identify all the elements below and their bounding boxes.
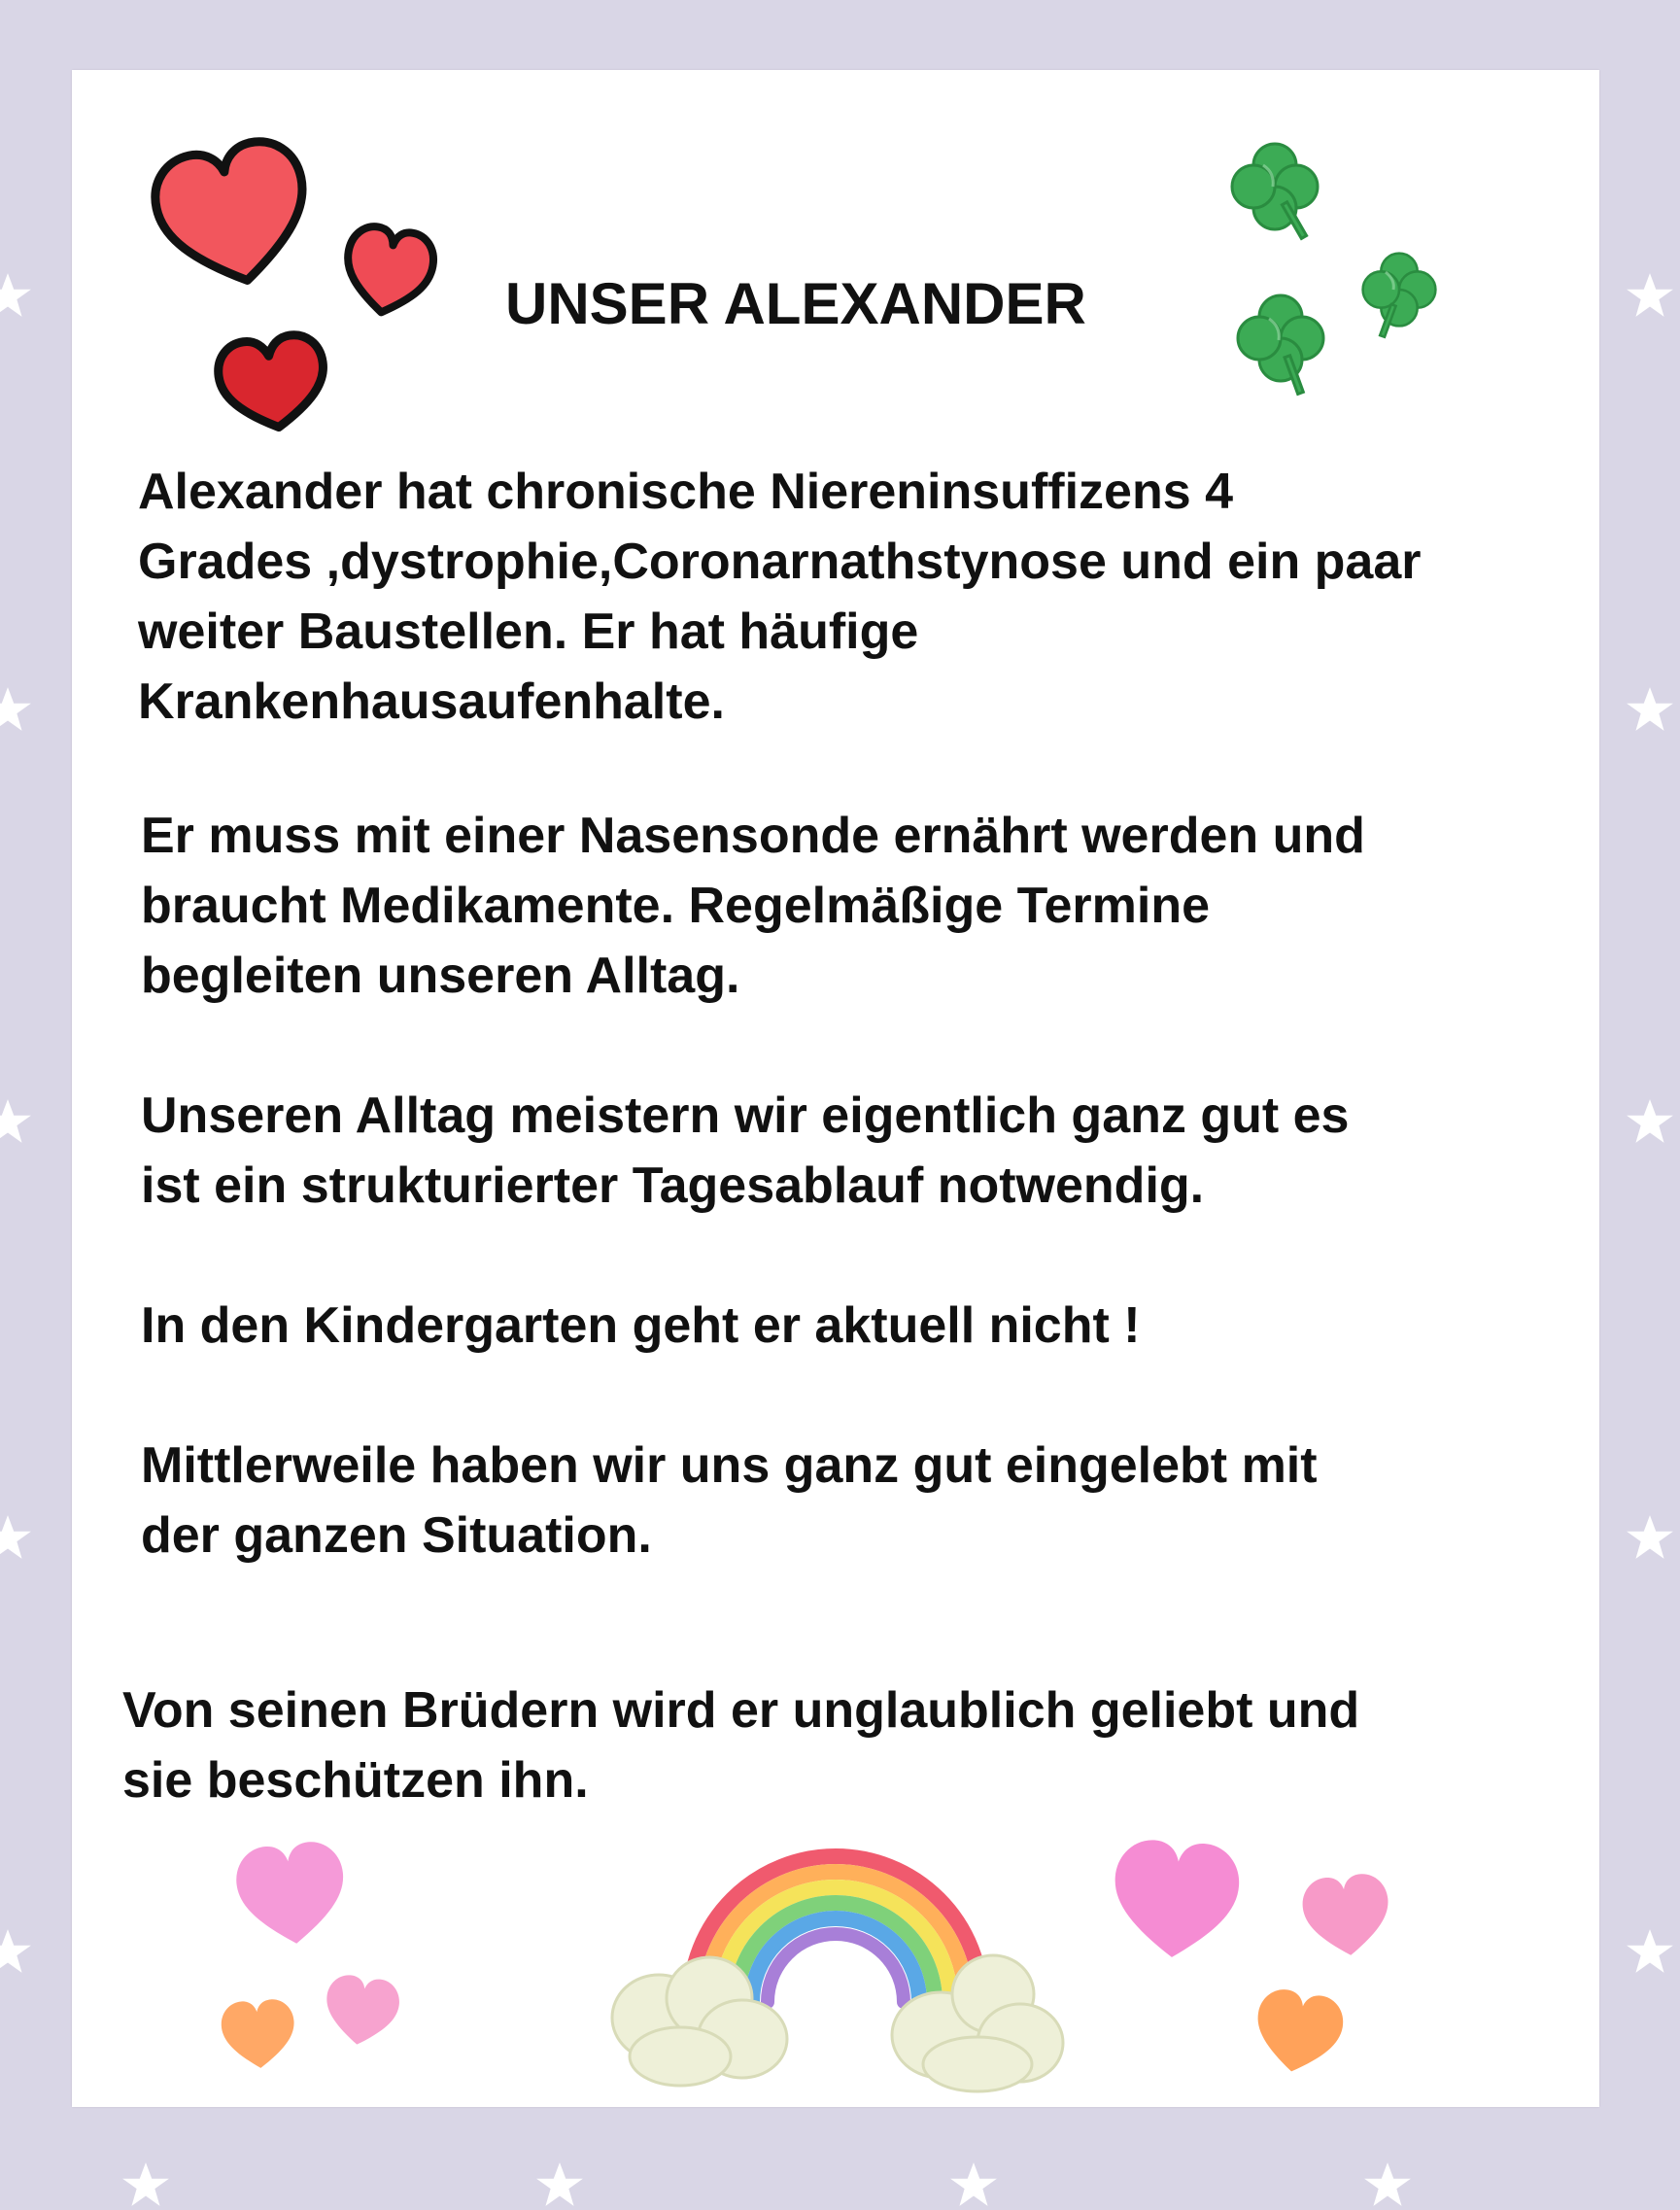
star-icon — [0, 684, 33, 735]
text-line: ist ein strukturierter Tagesablauf notwendig. — [141, 1157, 1205, 1214]
star-icon — [0, 1096, 33, 1147]
green-clovers-icon — [1205, 126, 1467, 408]
star-icon — [1625, 684, 1675, 735]
paragraph-brothers — [122, 1675, 1359, 1815]
paragraph-kindergarten — [141, 1291, 1141, 1361]
text-line: Grades ,dystrophie,Coronarnathstynose und ein paar — [138, 534, 1422, 590]
star-icon — [1625, 1512, 1675, 1563]
text-line: Mittlerweile haben wir uns ganz gut eingelebt mit — [141, 1437, 1318, 1494]
star-icon — [1362, 2159, 1413, 2210]
paragraph-situation — [141, 1431, 1318, 1571]
text-line: begleiten unseren Alltag. — [141, 948, 740, 1004]
red-hearts-icon — [136, 126, 466, 437]
text-line: weiter Baustellen. Er hat häufige — [138, 604, 919, 660]
text-line: braucht Medikamente. Regelmäßige Termine — [141, 878, 1210, 934]
star-icon — [1625, 270, 1675, 321]
paragraph-nutrition — [141, 801, 1365, 1011]
star-icon — [1625, 1926, 1675, 1977]
page-title: UNSER ALEXANDER — [505, 271, 1086, 336]
text-line: Unseren Alltag meistern wir eigentlich ganz gut es — [141, 1088, 1350, 1144]
star-icon — [120, 2159, 171, 2210]
text-line: sie beschützen ihn. — [122, 1752, 589, 1809]
paragraph-daily-life — [141, 1081, 1349, 1221]
text-line: Er muss mit einer Nasensonde ernährt werden und — [141, 808, 1365, 864]
text-line: Krankenhausaufenhalte. — [138, 673, 725, 730]
paragraph-diagnosis — [138, 457, 1422, 737]
rainbow-and-pastel-hearts-icon — [194, 1827, 1457, 2099]
text-line: der ganzen Situation. — [141, 1507, 652, 1564]
star-icon — [534, 2159, 585, 2210]
star-icon — [948, 2159, 999, 2210]
star-icon — [0, 1512, 33, 1563]
star-icon — [1625, 1096, 1675, 1147]
text-line: In den Kindergarten geht er aktuell nicht ! — [141, 1297, 1141, 1354]
text-line: Von seinen Brüdern wird er unglaublich geliebt und — [122, 1682, 1360, 1739]
star-icon — [0, 270, 33, 321]
text-line: Alexander hat chronische Niereninsuffizens 4 — [138, 464, 1233, 520]
star-icon — [0, 1926, 33, 1977]
